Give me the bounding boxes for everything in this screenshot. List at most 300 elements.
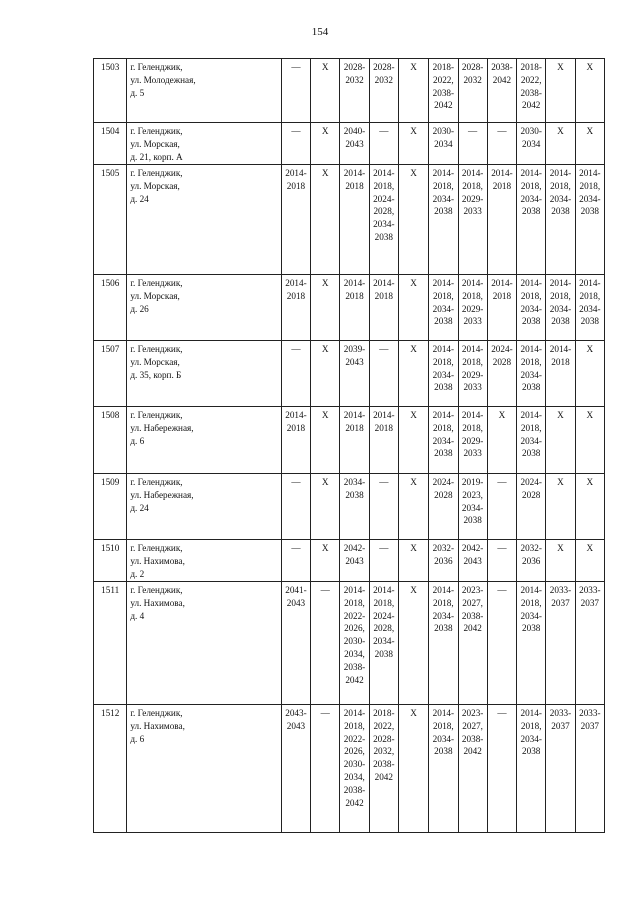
period-cell [487, 582, 516, 705]
period-cell [398, 474, 428, 540]
period-cell [546, 59, 575, 123]
period-line: 2014- [520, 410, 542, 420]
period-line: X [586, 62, 594, 72]
period-line: X [410, 344, 417, 354]
address-line: д. 24 [130, 193, 149, 204]
period-cell [281, 540, 310, 582]
period-cell [281, 341, 310, 407]
period-cell [398, 540, 428, 582]
period-line: 2034- [549, 193, 572, 204]
period-cell [311, 582, 340, 705]
row-number: 1506 [94, 275, 127, 341]
row-number: 1503 [94, 59, 127, 123]
period-line: 2018, [520, 180, 542, 191]
period-line: 2014- [461, 278, 484, 288]
period-line: 2028- [373, 733, 395, 744]
period-cell [340, 123, 369, 165]
period-line: 2038- [520, 87, 542, 98]
period-cell [281, 59, 310, 123]
period-cell [546, 540, 575, 582]
period-line: 2034- [343, 477, 366, 487]
period-line: 2032, [373, 746, 395, 757]
period-line: 2018- [432, 62, 455, 72]
period-line: — [379, 344, 389, 354]
period-line: 2014- [373, 278, 395, 288]
period-line: 2024- [520, 477, 542, 487]
row-number: 1511 [94, 582, 127, 705]
period-line: 2038 [522, 382, 541, 393]
period-cell [575, 540, 604, 582]
period-cell [546, 165, 575, 275]
period-line: 2018 [492, 180, 512, 191]
period-cell [487, 341, 516, 407]
period-line: — [497, 477, 507, 487]
period-line: 2014- [373, 585, 395, 595]
period-cell [517, 123, 546, 165]
period-line: 2029- [461, 303, 484, 314]
period-cell [458, 165, 487, 275]
period-line: 2018, [520, 356, 542, 367]
address-line: д. 24 [130, 502, 149, 513]
period-cell [311, 341, 340, 407]
period-cell [458, 407, 487, 474]
period-cell [429, 705, 458, 833]
period-line: 2043 [286, 597, 306, 608]
period-line: — [291, 477, 301, 487]
period-line: 2014- [343, 168, 366, 178]
table-row [94, 275, 605, 341]
period-line: 2029- [461, 435, 484, 446]
period-line: 2014- [520, 708, 542, 718]
table-row [94, 474, 605, 540]
period-line: 2038 [374, 231, 393, 242]
period-line: 2018, [550, 290, 571, 301]
period-line: 2014- [549, 344, 572, 354]
period-cell [546, 582, 575, 705]
period-line: 2018- [520, 62, 542, 72]
period-cell [429, 59, 458, 123]
period-line: 2024- [432, 477, 455, 487]
period-line: 2034- [579, 193, 601, 204]
period-line: 2034 [522, 138, 541, 149]
period-line: 2014- [520, 278, 542, 288]
period-line: 2042- [461, 543, 484, 553]
period-cell [340, 341, 369, 407]
period-line: 2034- [520, 369, 542, 380]
period-cell [398, 123, 428, 165]
period-cell [546, 407, 575, 474]
period-cell [546, 123, 575, 165]
period-line: X [586, 344, 594, 354]
period-cell [340, 59, 369, 123]
period-line: 2033 [463, 382, 482, 393]
period-cell [311, 474, 340, 540]
period-cell [281, 407, 310, 474]
period-line: 2024- [373, 610, 395, 621]
period-line: 2043 [345, 555, 364, 566]
address-line: г. Геленджик, [130, 477, 183, 487]
period-cell [575, 275, 604, 341]
period-cell [546, 705, 575, 833]
period-line: 2028, [373, 623, 395, 634]
period-cell [517, 474, 546, 540]
address-line: д. 6 [130, 435, 145, 446]
period-line: 2030- [343, 636, 366, 647]
period-cell [517, 705, 546, 833]
period-line: 2034- [520, 733, 542, 744]
period-cell [281, 275, 310, 341]
period-line: 2034- [461, 502, 484, 513]
period-cell [281, 123, 310, 165]
address-line: г. Геленджик, [130, 62, 183, 72]
period-line: — [291, 344, 301, 354]
period-line: 2018, [520, 422, 542, 433]
period-line: 2042 [345, 674, 364, 685]
period-cell [575, 407, 604, 474]
row-number: 1508 [94, 407, 127, 474]
period-line: 2028- [343, 62, 366, 72]
period-line: 2028, [373, 206, 395, 217]
period-line: 2022, [433, 74, 454, 85]
period-line: 2018, [373, 180, 395, 191]
period-cell [429, 275, 458, 341]
period-cell [340, 705, 369, 833]
table-row [94, 165, 605, 275]
period-line: 2018, [520, 597, 542, 608]
period-line: 2038 [522, 448, 541, 459]
address-cell [127, 341, 282, 407]
period-line: 2018, [433, 422, 454, 433]
period-line: 2014- [549, 278, 572, 288]
period-line: 2038 [374, 648, 393, 659]
address-line: г. Геленджик, [130, 543, 183, 553]
period-line: 2038- [432, 87, 455, 98]
row-number: 1510 [94, 540, 127, 582]
period-line: 2038 [434, 746, 453, 757]
table-row [94, 407, 605, 474]
period-line: 2034- [520, 610, 542, 621]
period-cell [369, 341, 398, 407]
period-line: 2014- [285, 278, 307, 288]
period-line: 2014- [491, 278, 513, 288]
period-line: 2033- [579, 585, 601, 595]
period-cell [487, 165, 516, 275]
period-line: 2029- [461, 369, 484, 380]
period-line: 2014- [579, 168, 601, 178]
period-line: 2014- [520, 585, 542, 595]
address-line: д. 26 [130, 303, 149, 314]
period-line: 2018, [433, 290, 454, 301]
period-cell [517, 165, 546, 275]
period-line: 2014- [579, 278, 601, 288]
period-cell [369, 705, 398, 833]
row-number: 1505 [94, 165, 127, 275]
period-cell [487, 123, 516, 165]
table-row [94, 59, 605, 123]
period-cell [458, 540, 487, 582]
period-cell [458, 123, 487, 165]
period-cell [517, 582, 546, 705]
period-line: X [410, 585, 417, 595]
period-line: X [557, 410, 564, 420]
period-line: 2034- [432, 435, 455, 446]
table-row [94, 341, 605, 407]
period-cell [458, 341, 487, 407]
period-line: 2014- [343, 410, 366, 420]
period-cell [340, 165, 369, 275]
period-cell [340, 582, 369, 705]
period-line: 2034- [520, 193, 542, 204]
period-line: 2018, [344, 720, 365, 731]
period-line: 2018 [374, 290, 393, 301]
period-line: 2030- [432, 126, 455, 136]
period-line: 2028- [461, 62, 484, 72]
period-line: 2018 [286, 422, 306, 433]
period-line: 2018, [433, 597, 454, 608]
period-line: 2018 [492, 290, 512, 301]
period-cell [487, 407, 516, 474]
period-line: 2018, [344, 597, 365, 608]
period-cell [546, 275, 575, 341]
period-cell [369, 59, 398, 123]
period-line: X [321, 278, 329, 288]
period-line: 2023- [461, 585, 484, 595]
row-number: 1504 [94, 123, 127, 165]
period-line: 2036 [434, 555, 453, 566]
period-line: 2014- [285, 410, 307, 420]
period-cell [429, 341, 458, 407]
address-cell [127, 705, 282, 833]
period-line: 2014- [432, 344, 455, 354]
period-cell [311, 165, 340, 275]
period-line: 2038- [343, 661, 366, 672]
period-cell [487, 540, 516, 582]
period-cell [429, 582, 458, 705]
period-line: X [586, 126, 594, 136]
period-line: 2038 [434, 206, 453, 217]
period-cell [487, 474, 516, 540]
period-cell [458, 705, 487, 833]
period-line: 2034- [373, 219, 395, 230]
period-line: 2022- [343, 733, 366, 744]
period-line: 2038 [580, 206, 599, 217]
period-cell [575, 59, 604, 123]
period-line: 2024- [491, 344, 513, 354]
period-line: — [291, 62, 301, 72]
period-line: 2014- [549, 168, 572, 178]
period-line: 2018 [345, 180, 364, 191]
table-body [94, 59, 605, 833]
period-line: 2038- [343, 784, 366, 795]
period-line: — [320, 585, 330, 595]
period-line: 2014- [343, 278, 366, 288]
period-cell [487, 705, 516, 833]
period-line: 2027, [462, 597, 483, 608]
period-cell [369, 474, 398, 540]
period-line: 2018, [462, 422, 483, 433]
period-cell [340, 540, 369, 582]
period-line: 2014- [520, 168, 542, 178]
period-cell [429, 474, 458, 540]
period-cell [281, 165, 310, 275]
address-cell [127, 474, 282, 540]
period-line: 2028 [492, 356, 512, 367]
period-line: — [497, 585, 507, 595]
period-line: 2033 [463, 316, 482, 327]
period-line: 2024- [373, 193, 395, 204]
period-line: X [586, 410, 594, 420]
period-line: — [291, 543, 301, 553]
period-line: — [497, 708, 507, 718]
period-cell [517, 341, 546, 407]
period-cell [281, 474, 310, 540]
period-line: 2039- [343, 344, 366, 354]
period-line: 2034- [520, 435, 542, 446]
period-line: 2033- [549, 585, 572, 595]
period-line: — [497, 543, 507, 553]
period-line: 2018 [345, 290, 364, 301]
period-line: 2014- [461, 168, 484, 178]
period-line: 2018, [433, 356, 454, 367]
period-cell [575, 341, 604, 407]
period-line: 2034- [432, 610, 455, 621]
period-line: X [410, 168, 417, 178]
address-line: д. 6 [130, 733, 145, 744]
period-line: 2018, [373, 597, 395, 608]
row-number: 1507 [94, 341, 127, 407]
period-line: 2018, [462, 290, 483, 301]
period-line: 2014- [520, 344, 542, 354]
period-line: 2043- [285, 708, 307, 718]
period-cell [311, 59, 340, 123]
period-line: 2042 [345, 797, 364, 808]
address-line: г. Геленджик, [130, 278, 183, 288]
period-line: 2038 [551, 316, 570, 327]
period-cell [575, 165, 604, 275]
address-line: ул. Нахимова, [130, 720, 185, 731]
period-line: 2018 [286, 180, 306, 191]
period-line: X [321, 543, 329, 553]
period-line: X [498, 410, 506, 420]
period-cell [517, 540, 546, 582]
period-line: X [321, 168, 329, 178]
period-cell [369, 275, 398, 341]
period-line: 2018, [579, 180, 601, 191]
period-line: 2034- [549, 303, 572, 314]
period-cell [311, 123, 340, 165]
period-cell [575, 474, 604, 540]
period-line: 2018 [286, 290, 306, 301]
period-line: X [410, 126, 417, 136]
period-line: 2023, [462, 489, 483, 500]
period-line: X [321, 62, 329, 72]
period-cell [398, 165, 428, 275]
period-cell [546, 474, 575, 540]
period-line: 2037 [580, 720, 599, 731]
period-line: X [557, 477, 564, 487]
period-line: 2022, [373, 720, 395, 731]
period-line: 2026, [344, 746, 365, 757]
period-line: 2038 [580, 316, 599, 327]
period-line: 2038 [345, 489, 364, 500]
period-cell [487, 275, 516, 341]
period-line: 2018 [374, 422, 393, 433]
period-line: 2038 [434, 316, 453, 327]
period-line: 2042 [522, 100, 541, 111]
period-line: 2034- [432, 193, 455, 204]
period-line: 2018- [373, 708, 395, 718]
address-cell [127, 275, 282, 341]
period-line: 2032- [432, 543, 455, 553]
period-line: 2037 [551, 720, 570, 731]
period-line: X [410, 543, 417, 553]
period-line: 2022- [343, 610, 366, 621]
period-line: 2038 [463, 515, 482, 526]
table-row [94, 540, 605, 582]
period-cell [398, 407, 428, 474]
period-line: X [557, 543, 564, 553]
period-line: 2036 [522, 555, 541, 566]
address-line: г. Геленджик, [130, 126, 183, 136]
period-cell [458, 582, 487, 705]
period-line: X [410, 62, 417, 72]
address-line: г. Геленджик, [130, 344, 183, 354]
period-cell [311, 275, 340, 341]
period-line: 2042 [492, 74, 512, 85]
period-cell [340, 275, 369, 341]
period-line: 2032 [463, 74, 482, 85]
period-line: 2038 [434, 448, 453, 459]
period-line: 2014- [432, 708, 455, 718]
period-cell [369, 407, 398, 474]
period-line: 2038- [461, 733, 484, 744]
period-line: 2040- [343, 126, 366, 136]
period-cell [398, 275, 428, 341]
period-line: 2014- [343, 708, 366, 718]
address-line: г. Геленджик, [130, 708, 183, 718]
period-cell [517, 59, 546, 123]
period-line: X [321, 410, 329, 420]
period-line: 2042 [463, 623, 482, 634]
page-number: 154 [311, 26, 329, 38]
period-line: 2038 [522, 746, 541, 757]
period-line: X [586, 543, 594, 553]
period-line: 2033 [463, 448, 482, 459]
period-line: X [410, 477, 417, 487]
period-cell [429, 123, 458, 165]
period-line: 2018, [433, 720, 454, 731]
period-line: 2018 [551, 356, 570, 367]
period-line: 2030- [520, 126, 542, 136]
period-cell [311, 540, 340, 582]
period-line: 2033 [463, 206, 482, 217]
period-line: 2038- [461, 610, 484, 621]
period-line: — [497, 126, 507, 136]
period-line: 2038 [434, 382, 453, 393]
address-line: г. Геленджик, [130, 585, 183, 595]
schedule-table [93, 58, 605, 833]
period-line: 2042 [463, 746, 482, 757]
period-line: 2034- [520, 303, 542, 314]
address-line: ул. Набережная, [130, 422, 194, 433]
period-line: 2033- [579, 708, 601, 718]
period-line: 2014- [432, 585, 455, 595]
period-line: 2030- [343, 759, 366, 770]
period-line: 2038 [522, 623, 541, 634]
period-line: X [410, 708, 417, 718]
address-line: д. 5 [130, 87, 145, 98]
period-line: — [379, 126, 389, 136]
